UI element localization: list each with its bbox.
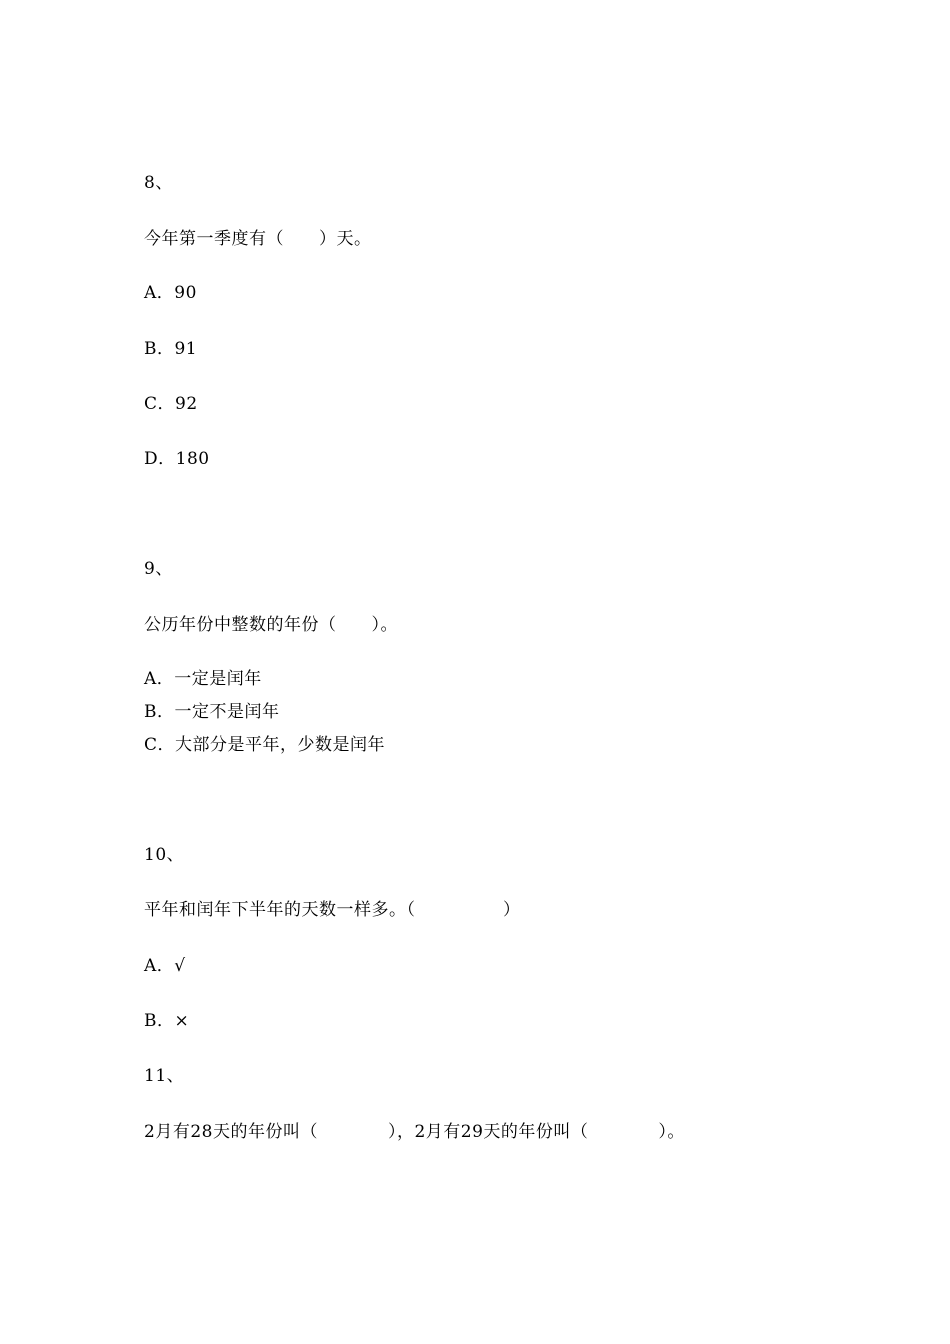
question-8-stem: 今年第一季度有（ ）天。 — [144, 229, 372, 249]
question-10-option-b: B．× — [144, 1011, 190, 1031]
question-11-number: 11、 — [144, 1066, 185, 1086]
question-8-option-b: B．91 — [144, 339, 198, 359]
question-9-option-c: C．大部分是平年，少数是闰年 — [144, 735, 386, 755]
question-10-stem: 平年和闰年下半年的天数一样多。（ ） — [144, 900, 521, 920]
question-8-option-a: A．90 — [144, 283, 197, 303]
question-10-number: 10、 — [144, 845, 185, 865]
question-11-stem: 2月有28天的年份叫（ ），2月有29天的年份叫（ ）。 — [144, 1122, 685, 1142]
question-8-option-d: D．180 — [144, 449, 210, 469]
question-9-option-b: B．一定不是闰年 — [144, 702, 280, 722]
question-8-number: 8、 — [144, 173, 173, 193]
question-9-stem: 公历年份中整数的年份（ ）。 — [144, 615, 398, 635]
question-10-option-a: A．√ — [144, 956, 186, 976]
question-9-option-a: A．一定是闰年 — [144, 669, 262, 689]
question-8-option-c: C．92 — [144, 394, 198, 414]
question-9-number: 9、 — [144, 559, 173, 579]
